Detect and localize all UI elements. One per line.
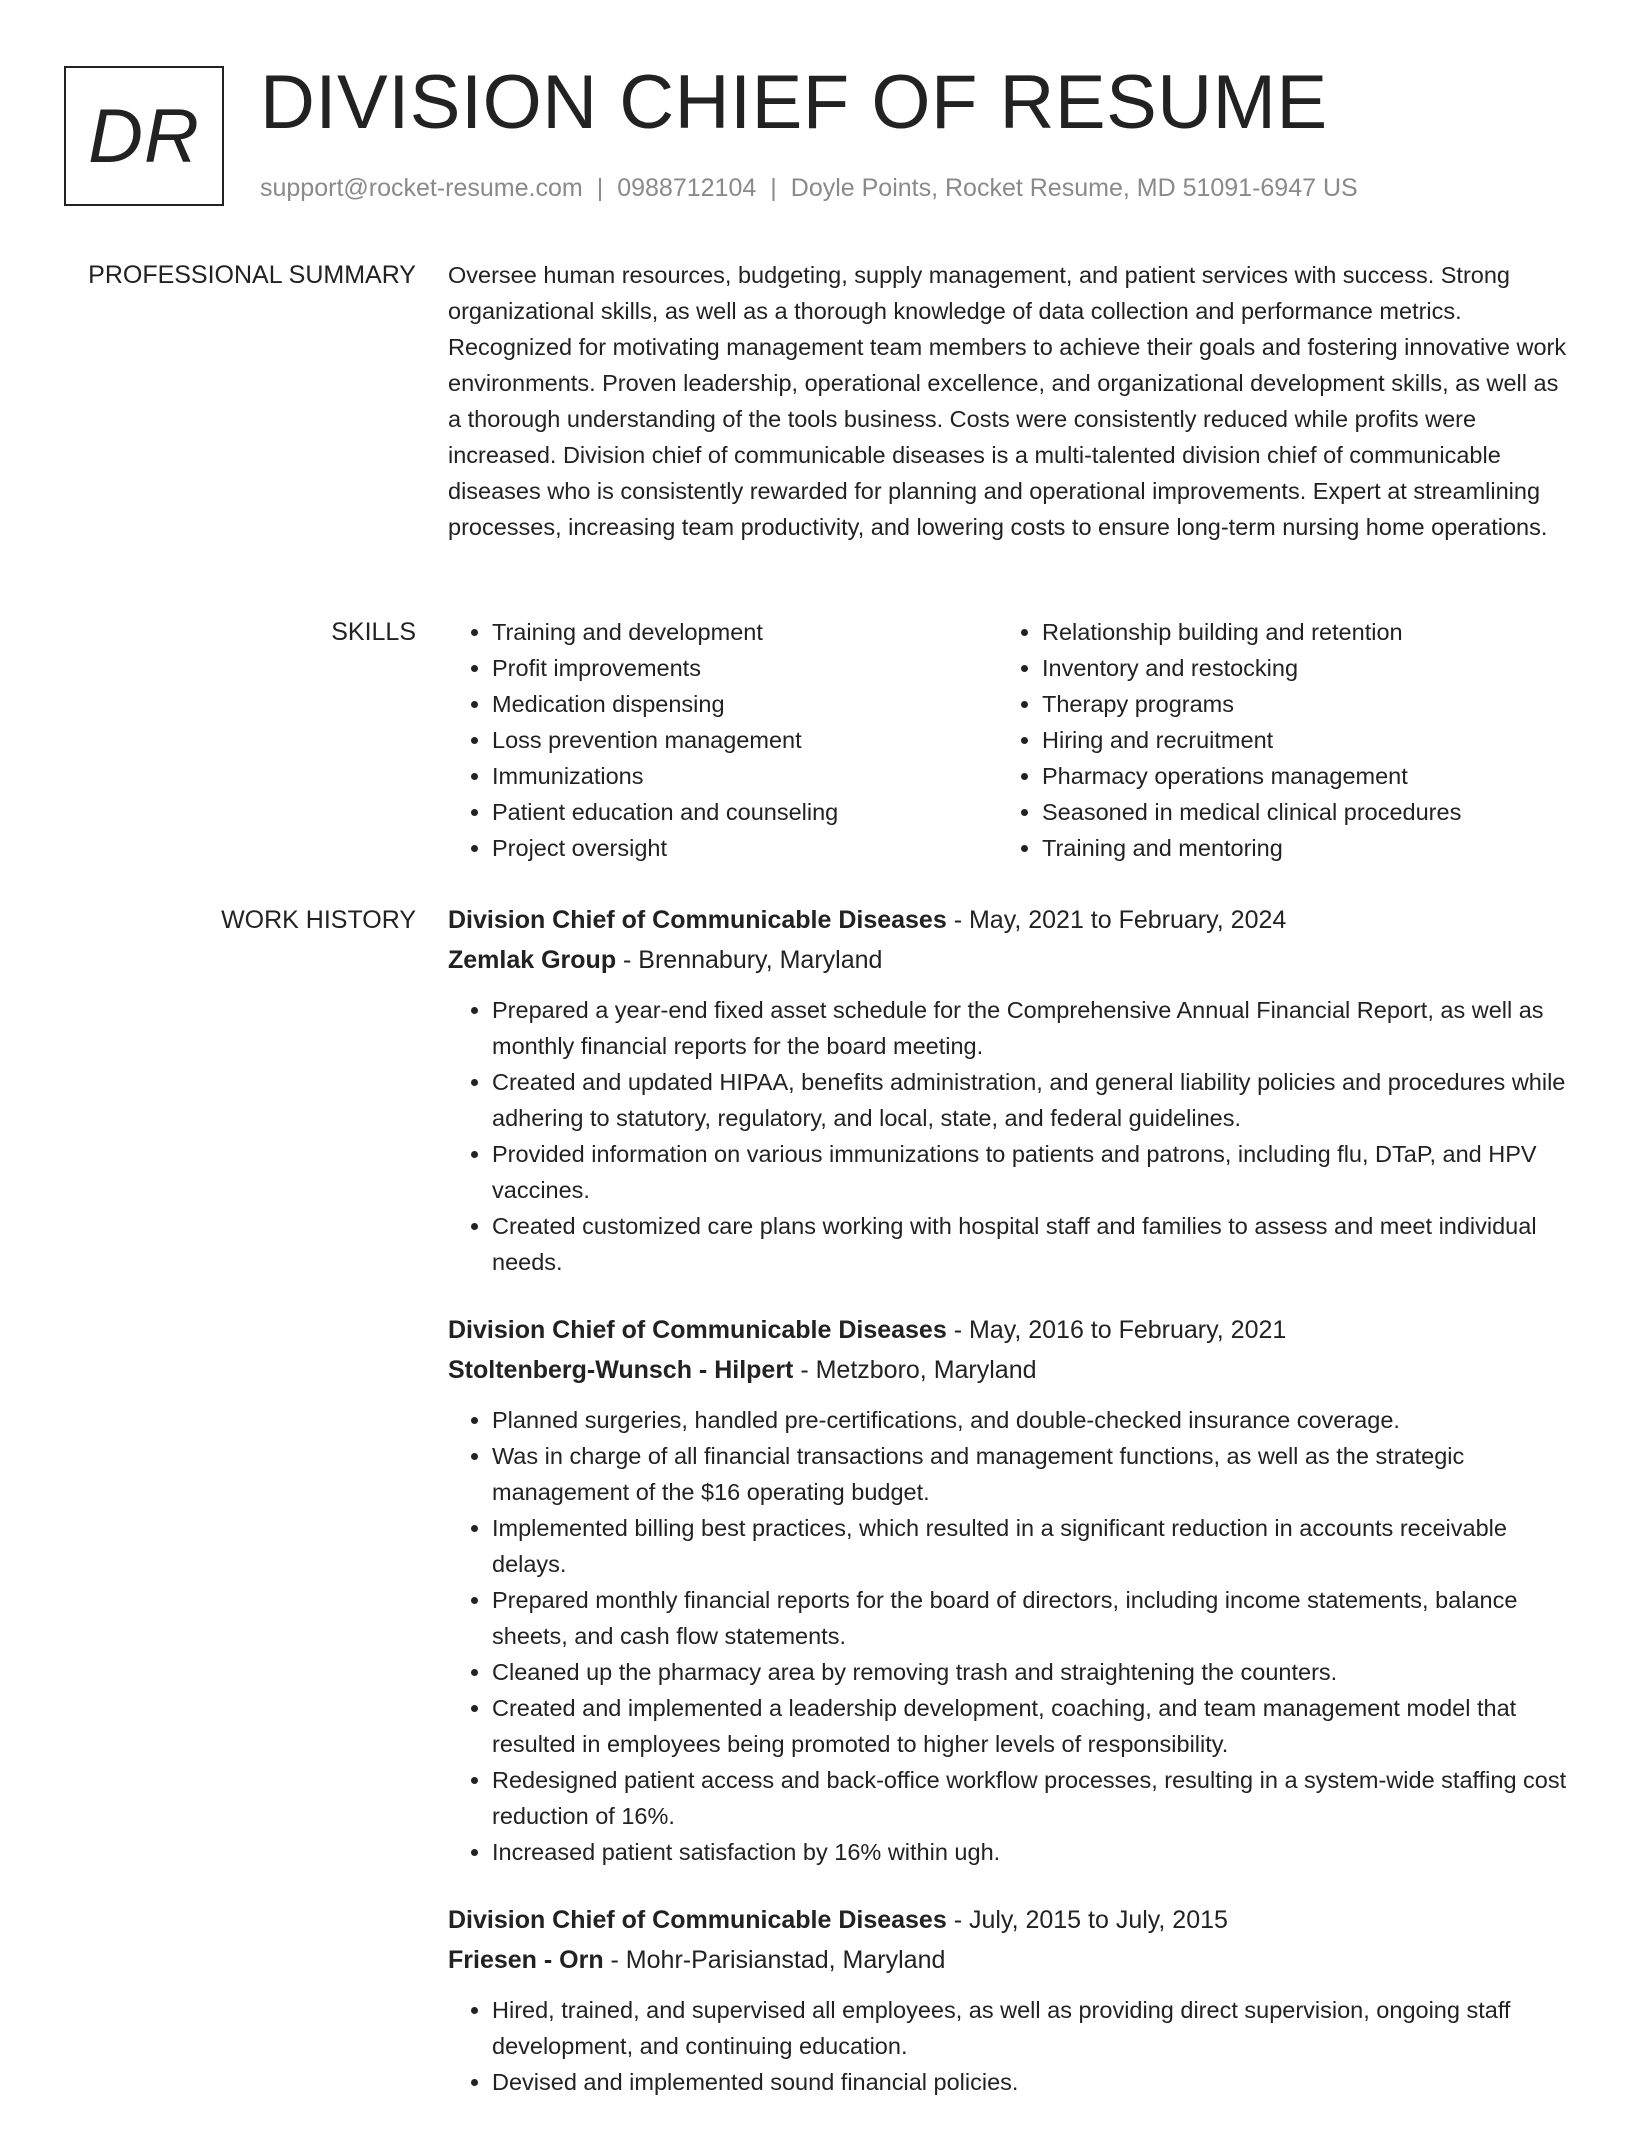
job-company: Friesen - Orn — [448, 1946, 604, 1974]
work-history-heading: WORK HISTORY — [221, 906, 416, 934]
job-bullet: • Redesigned patient access and back-office workflow processes, resulting in a system-wide staffing cost reduction of 16%. — [492, 1762, 1570, 1834]
monogram-badge: DR — [64, 66, 224, 206]
skill-item: • Seasoned in medical clinical procedures — [1042, 794, 1548, 830]
job-company-line — [448, 1940, 1570, 1980]
job-location: - Brennabury, Maryland — [616, 946, 883, 974]
job-company: Stoltenberg-Wunsch - Hilpert — [448, 1356, 794, 1384]
skill-item: • Pharmacy operations management — [1042, 758, 1548, 794]
skill-item: • Project oversight — [492, 830, 998, 866]
skill-item: • Inventory and restocking — [1042, 650, 1548, 686]
job-title-line — [448, 1900, 1570, 1940]
skills-heading: SKILLS — [331, 618, 416, 646]
skill-item: • Profit improvements — [492, 650, 998, 686]
job-company-line — [448, 940, 1570, 980]
job-company-line — [448, 1350, 1570, 1390]
job-bullet: • Implemented billing best practices, which resulted in a significant reduction in accounts receivable delays. — [492, 1510, 1570, 1582]
skill-item: • Training and mentoring — [1042, 830, 1548, 866]
job-bullet: • Was in charge of all financial transactions and management functions, as well as the strategic management of the $16 operating budget. — [492, 1438, 1570, 1510]
skill-item: • Loss prevention management — [492, 722, 998, 758]
job-bullet: • Increased patient satisfaction by 16% within ugh. — [492, 1834, 1570, 1870]
skills-list-right — [998, 614, 1548, 866]
job-location: - Metzboro, Maryland — [793, 1356, 1037, 1384]
skill-item: • Training and development — [492, 614, 998, 650]
skills-list-left — [448, 614, 998, 866]
job-bullet: • Created customized care plans working with hospital staff and families to assess and meet individual needs. — [492, 1208, 1570, 1280]
job-bullets — [448, 992, 1570, 1280]
skill-item: • Therapy programs — [1042, 686, 1548, 722]
contact-separator: | — [770, 174, 777, 202]
skill-item: • Hiring and recruitment — [1042, 722, 1548, 758]
work-history-body — [448, 900, 1570, 2130]
job-title: Division Chief of Communicable Diseases — [448, 1316, 947, 1344]
job-bullet: • Prepared monthly financial reports for the board of directors, including income statements, balance sheets, and cash flow statements. — [492, 1582, 1570, 1654]
contact-line — [260, 174, 1358, 203]
job-location: - Mohr-Parisianstad, Maryland — [603, 1946, 946, 1974]
skill-item: • Relationship building and retention — [1042, 614, 1548, 650]
job-bullet: • Provided information on various immunizations to patients and patrons, including flu, DTaP, and HPV vaccines. — [492, 1136, 1570, 1208]
job-bullet: • Created and implemented a leadership development, coaching, and team management model that resulted in employees being promoted to higher levels of responsibility. — [492, 1690, 1570, 1762]
job-bullet: • Created and updated HIPAA, benefits administration, and general liability policies and procedures while adhering to statutory, regulatory, and local, state, and federal guidelines. — [492, 1064, 1570, 1136]
job-bullets — [448, 1992, 1570, 2100]
job-company: Zemlak Group — [448, 946, 617, 974]
job-title: Division Chief of Communicable Diseases — [448, 1906, 947, 1934]
job-entry — [448, 900, 1570, 1280]
job-bullet: • Prepared a year-end fixed asset schedule for the Comprehensive Annual Financial Report, as well as monthly financial reports for the board meeting. — [492, 992, 1570, 1064]
summary-text: Oversee human resources, budgeting, supply management, and patient services with success. Strong organizational skills, as well as a thorough knowledge of data collection and performance metrics. Recognized for motivating management team members to achieve their goals and fostering innovative work environments. Proven leadership, operational excellence, and organizational development skills, as well as a thorough understanding of the tools business. Costs were consistently reduced while profits were increased. Division chief of communicable diseases is a multi-talented division chief of communicable diseases who is consistently rewarded for planning and operational improvements. Expert at streamlining processes, increasing team productivity, and lowering costs to ensure long-term nursing home operations. — [448, 262, 1567, 540]
job-title-line — [448, 900, 1570, 940]
page-title: DIVISION CHIEF OF RESUME — [260, 60, 1328, 145]
job-title-line — [448, 1310, 1570, 1350]
job-bullet: • Planned surgeries, handled pre-certifications, and double-checked insurance coverage. — [492, 1402, 1570, 1438]
contact-phone: 0988712104 — [617, 174, 757, 202]
skill-item: • Medication dispensing — [492, 686, 998, 722]
job-entry — [448, 1900, 1570, 2100]
job-bullet: • Hired, trained, and supervised all employees, as well as providing direct supervision, ongoing staff development, and continuing education. — [492, 1992, 1570, 2064]
job-dates: - July, 2015 to July, 2015 — [946, 1906, 1228, 1934]
summary-body — [448, 257, 1570, 545]
skills-grid — [448, 614, 1570, 866]
summary-heading: PROFESSIONAL SUMMARY — [88, 261, 416, 289]
job-bullet: • Devised and implemented sound financial policies. — [492, 2064, 1570, 2100]
contact-address: Doyle Points, Rocket Resume, MD 51091-6947 US — [790, 174, 1358, 202]
job-dates: - May, 2021 to February, 2024 — [946, 906, 1287, 934]
contact-separator: | — [596, 174, 604, 202]
skill-item: • Immunizations — [492, 758, 998, 794]
job-title: Division Chief of Communicable Diseases — [448, 906, 947, 934]
skill-item: • Patient education and counseling — [492, 794, 998, 830]
job-dates: - May, 2016 to February, 2021 — [946, 1316, 1287, 1344]
contact-email: support@rocket-resume.com — [260, 174, 583, 202]
job-entry — [448, 1310, 1570, 1870]
job-bullet: • Cleaned up the pharmacy area by removing trash and straightening the counters. — [492, 1654, 1570, 1690]
job-bullets — [448, 1402, 1570, 1870]
